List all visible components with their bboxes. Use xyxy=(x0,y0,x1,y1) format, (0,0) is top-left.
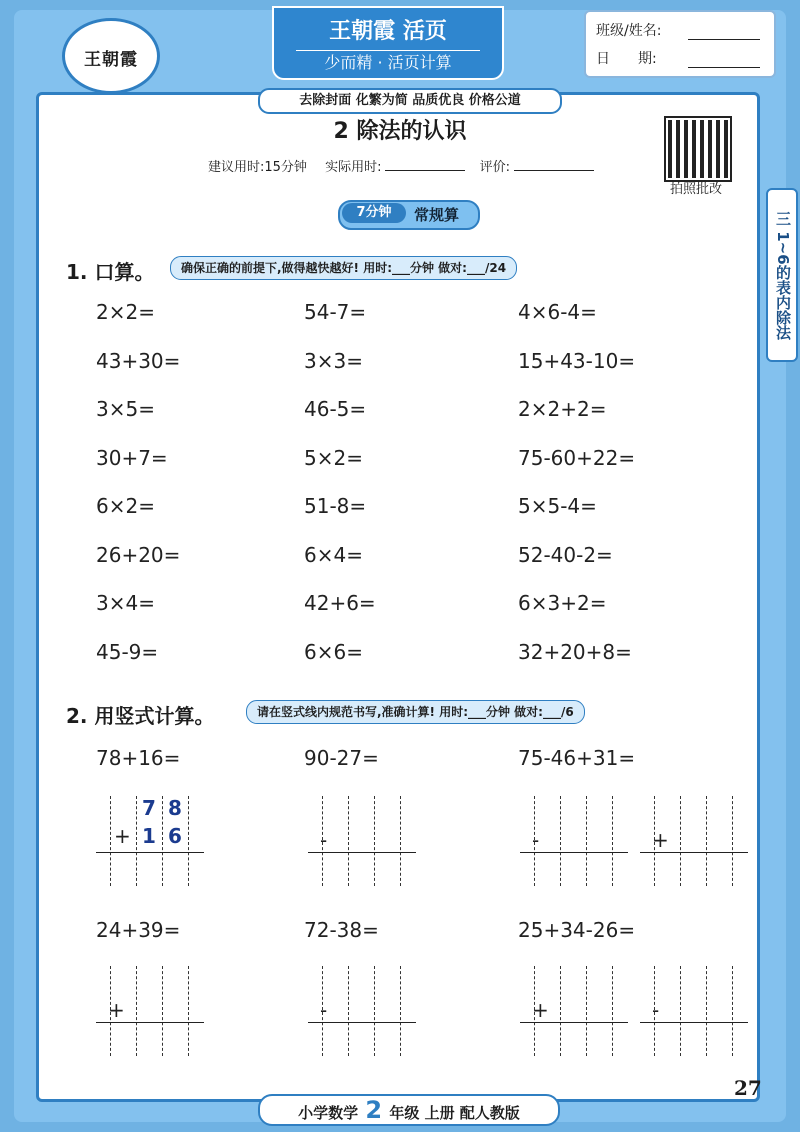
oral-problem: 52-40-2= xyxy=(518,542,613,567)
vertical-grid-example xyxy=(96,796,204,886)
student-info-box xyxy=(584,10,776,78)
footer-subject: 小学数学 xyxy=(298,1104,359,1122)
vertical-grid xyxy=(308,796,416,886)
example-digit: 6 xyxy=(168,824,182,848)
grid-line xyxy=(706,966,707,1056)
oral-problem: 51-8= xyxy=(304,494,367,518)
minus-sign: - xyxy=(320,828,328,852)
vertical-problem: 24+39= xyxy=(96,918,181,942)
oral-problem: 6×4= xyxy=(304,542,363,567)
grid-line xyxy=(188,796,189,886)
vertical-problem: 90-27= xyxy=(304,746,379,770)
grid-line xyxy=(680,966,681,1056)
sum-line xyxy=(640,1022,748,1023)
vertical-grid xyxy=(640,796,748,886)
chapter-side-tab: 三 1~6的表内除法 xyxy=(766,188,798,362)
minus-sign: - xyxy=(320,998,328,1022)
rating-label: 评价: xyxy=(479,160,510,175)
sum-line xyxy=(520,1022,628,1023)
timing-row xyxy=(208,156,604,175)
sum-line xyxy=(520,852,628,853)
vertical-problem: 78+16= xyxy=(96,746,181,770)
sum-line xyxy=(96,852,204,853)
oral-problem: 3×4= xyxy=(96,591,155,615)
grid-line xyxy=(400,966,401,1056)
oral-problem: 5×2= xyxy=(304,445,363,470)
sum-line xyxy=(308,852,416,853)
oral-problem: 42+6= xyxy=(304,591,376,615)
qr-code-icon xyxy=(666,118,730,180)
grid-line xyxy=(706,796,707,886)
lesson-title: 2 除法的认识 xyxy=(333,119,467,144)
grid-line xyxy=(162,796,163,886)
oral-problem: 6×3+2= xyxy=(518,591,607,615)
vertical-problem: 75-46+31= xyxy=(518,746,636,770)
plus-sign: + xyxy=(532,998,549,1022)
grid-line xyxy=(110,796,111,886)
section1-note: 确保正确的前提下,做得越快越好! 用时:___分钟 做对:___/24 xyxy=(170,256,517,280)
footer-grade-number: 2 xyxy=(365,1096,383,1124)
section2-note: 请在竖式线内规范书写,准确计算! 用时:___分钟 做对:___/6 xyxy=(246,700,585,724)
grid-line xyxy=(612,796,613,886)
grid-line xyxy=(586,796,587,886)
sum-line xyxy=(640,852,748,853)
grid-line xyxy=(348,966,349,1056)
oral-problem: 75-60+22= xyxy=(518,445,636,470)
grid-line xyxy=(680,796,681,886)
brand-title: 王朝霞 活页 xyxy=(329,19,447,44)
example-digit: 8 xyxy=(168,796,182,820)
oral-problem: 5×5-4= xyxy=(518,494,597,518)
grid-line xyxy=(732,796,733,886)
grid-line xyxy=(162,966,163,1056)
grid-line xyxy=(188,966,189,1056)
oral-problem: 43+30= xyxy=(96,348,181,373)
oral-problem: 54-7= xyxy=(304,300,367,324)
vertical-grid xyxy=(308,966,416,1056)
oral-problem: 46-5= xyxy=(304,397,367,421)
vertical-problem: 72-38= xyxy=(304,918,379,942)
badge-time: 7分钟 xyxy=(342,203,406,223)
oral-problem: 3×3= xyxy=(304,348,363,373)
oral-problem: 4×6-4= xyxy=(518,300,597,324)
date-label: 日 期: xyxy=(596,51,657,67)
minus-sign: - xyxy=(532,828,540,852)
grid-line xyxy=(612,966,613,1056)
grid-line xyxy=(136,966,137,1056)
brand-banner xyxy=(272,6,504,80)
grid-line xyxy=(400,796,401,886)
footer-grade-suffix: 年级 上册 配人教版 xyxy=(389,1104,520,1122)
publisher-logo xyxy=(62,18,160,94)
grid-line xyxy=(560,966,561,1056)
oral-problem: 26+20= xyxy=(96,542,181,567)
date-blank xyxy=(688,67,760,68)
sum-line xyxy=(308,1022,416,1023)
logo-text: 王朝霞 xyxy=(84,50,138,70)
grid-line xyxy=(560,796,561,886)
vertical-grid xyxy=(96,966,204,1056)
oral-problem: 2×2+2= xyxy=(518,397,607,421)
grid-line xyxy=(586,966,587,1056)
class-name-blank xyxy=(688,39,760,40)
qr-label: 拍照批改 xyxy=(669,182,722,197)
plus-sign: + xyxy=(114,824,131,848)
vertical-problem: 25+34-26= xyxy=(518,918,636,942)
slogan: 去除封面 化繁为简 品质优良 价格公道 xyxy=(258,88,562,114)
plus-sign: + xyxy=(108,998,125,1022)
page-number: 27 xyxy=(734,1076,762,1100)
time-badge xyxy=(338,200,480,230)
oral-problem: 6×6= xyxy=(304,639,363,664)
grid-line xyxy=(374,796,375,886)
vertical-grid xyxy=(640,966,748,1056)
vertical-grid xyxy=(520,966,628,1056)
rating-blank xyxy=(514,170,594,171)
plus-sign: + xyxy=(652,828,669,852)
footer-banner xyxy=(258,1094,560,1126)
suggested-time: 建议用时:15分钟 xyxy=(208,160,307,175)
brand-subtitle: 少而精 · 活页计算 xyxy=(296,50,480,75)
grid-line xyxy=(348,796,349,886)
oral-problem: 30+7= xyxy=(96,445,168,470)
oral-problem: 32+20+8= xyxy=(518,639,632,664)
grid-line xyxy=(732,966,733,1056)
grid-line xyxy=(374,966,375,1056)
oral-problem: 15+43-10= xyxy=(518,348,636,373)
oral-problem: 3×5= xyxy=(96,397,155,421)
sum-line xyxy=(96,1022,204,1023)
actual-time-blank xyxy=(385,170,465,171)
oral-problem: 45-9= xyxy=(96,639,159,664)
badge-label: 常规算 xyxy=(414,206,460,224)
grid-line xyxy=(136,796,137,886)
vertical-grid xyxy=(520,796,628,886)
actual-time-label: 实际用时: xyxy=(325,160,382,175)
minus-sign: - xyxy=(652,998,660,1022)
example-digit: 1 xyxy=(142,824,156,848)
section1-title: 1. 口算。 xyxy=(66,260,155,284)
oral-problem: 6×2= xyxy=(96,494,155,518)
oral-problem: 2×2= xyxy=(96,300,155,324)
section2-title: 2. 用竖式计算。 xyxy=(66,704,215,728)
class-name-label: 班级/姓名: xyxy=(596,23,662,39)
example-digit: 7 xyxy=(142,796,156,820)
